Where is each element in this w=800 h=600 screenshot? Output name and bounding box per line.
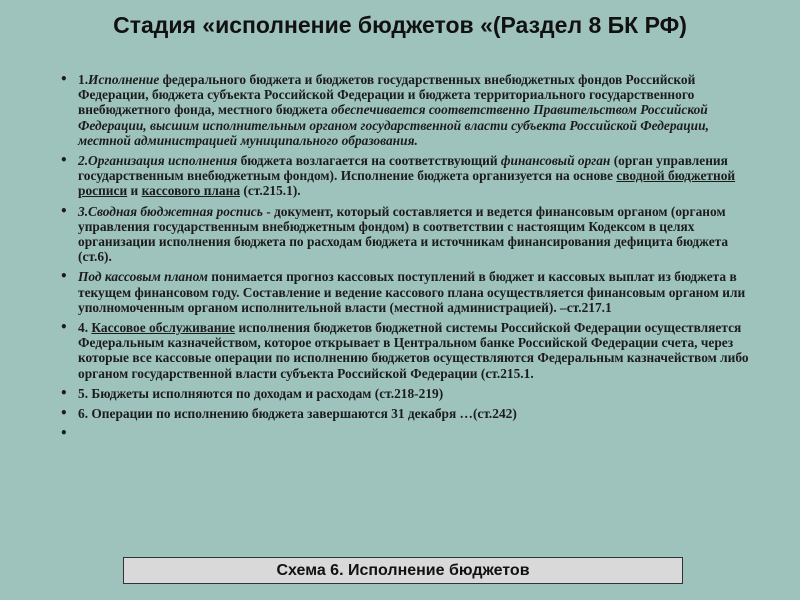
item-text: (орган управления государственным внебюджетным фондом). Исполнение бюджета организуется на основе [78, 153, 728, 184]
item-text: 6. Операции по исполнению бюджета завершаются 31 декабря …(ст.242) [78, 406, 517, 422]
bullet-icon: • [60, 385, 68, 400]
item-text: (ст.215.1). [240, 183, 301, 199]
item-text: и [127, 183, 142, 199]
item-number: 1. [78, 72, 89, 87]
item-text: - документ, который составляется и ведется финансовым органом (органом управления государственным внебюджетным фондом) в соответствии с настоящим Кодексом в целях организации исполнения бюджета по расходам бюджета и источникам финансирования дефицита бюджета (ст.6). [78, 203, 729, 265]
term-cash-plan: Под кассовым планом [78, 269, 208, 285]
bullet-icon: • [60, 426, 68, 441]
link-cash-plan[interactable]: кассового плана [141, 183, 241, 199]
bullet-icon: • [60, 406, 68, 421]
term-organization: Организация исполнения [88, 153, 238, 169]
list-item-cash-plan [60, 269, 760, 315]
list-item-cash-service [60, 320, 760, 381]
item-text: 5. Бюджеты исполняются по доходам и расходам (ст.218-219) [78, 385, 444, 401]
item-number: 4. [78, 320, 92, 336]
item-emphasis: обеспечивается соответственно Правительством Российской Федерации, высшим исполнительным органом государственной власти субъекта Российской Федерации, местной администрацией муниципального образования. [78, 102, 709, 148]
link-budget-list[interactable]: сводной бюджетной росписи [78, 168, 736, 199]
bullet-icon: • [60, 269, 68, 284]
bullet-list [60, 72, 760, 446]
scheme-link-button[interactable]: Схема 6. Исполнение бюджетов [123, 557, 683, 584]
bullet-icon: • [60, 72, 68, 86]
item-text: федерального бюджета и бюджетов государственных внебюджетных фондов Российской Федерации, бюджета субъекта Российской Федерации и бюджета территориального государственного внебюджетного фонда, местного бюджета [78, 72, 696, 118]
item-number: 3. [78, 203, 89, 219]
link-cash-service[interactable]: Кассовое обслуживание [91, 320, 236, 336]
list-item-organization [60, 153, 760, 199]
list-item-budget-list [60, 204, 760, 265]
item-text: понимается прогноз кассовых поступлений в бюджет и кассовых выплат из бюджета в текущем финансовом году. Составление и ведение кассового плана осуществляется финансовым органом или уполномоченным органом исполнительной власти (местной администрацией). –ст.217.1 [78, 269, 746, 315]
bullet-icon: • [60, 320, 68, 335]
item-text: бюджета возлагается на соответствующий [237, 153, 501, 169]
bullet-icon: • [60, 203, 68, 218]
term-execution: Исполнение [88, 72, 160, 87]
list-item-december [60, 406, 760, 421]
bullet-icon: • [60, 153, 68, 168]
term-budget-list: Сводная бюджетная роспись [88, 203, 263, 219]
slide-title: Стадия «исполнение бюджетов «(Раздел 8 БК РФ) [113, 12, 687, 38]
list-item-income-expense [60, 386, 760, 401]
item-number: 2. [78, 153, 89, 169]
list-item-execution [60, 72, 760, 148]
list-item-empty [60, 426, 760, 441]
term-financial-body: финансовый орган [500, 153, 611, 169]
item-text: исполнения бюджетов бюджетной системы Российской Федерации осуществляется Федеральным казначейством, которое открывает в Центральном банке Российской Федерации счета, через которые все кассовые операции по исполнению бюджетов осуществляются Федеральным казначейством либо органом государственной власти субъекта Российской Федерации (ст.215.1. [78, 320, 749, 381]
